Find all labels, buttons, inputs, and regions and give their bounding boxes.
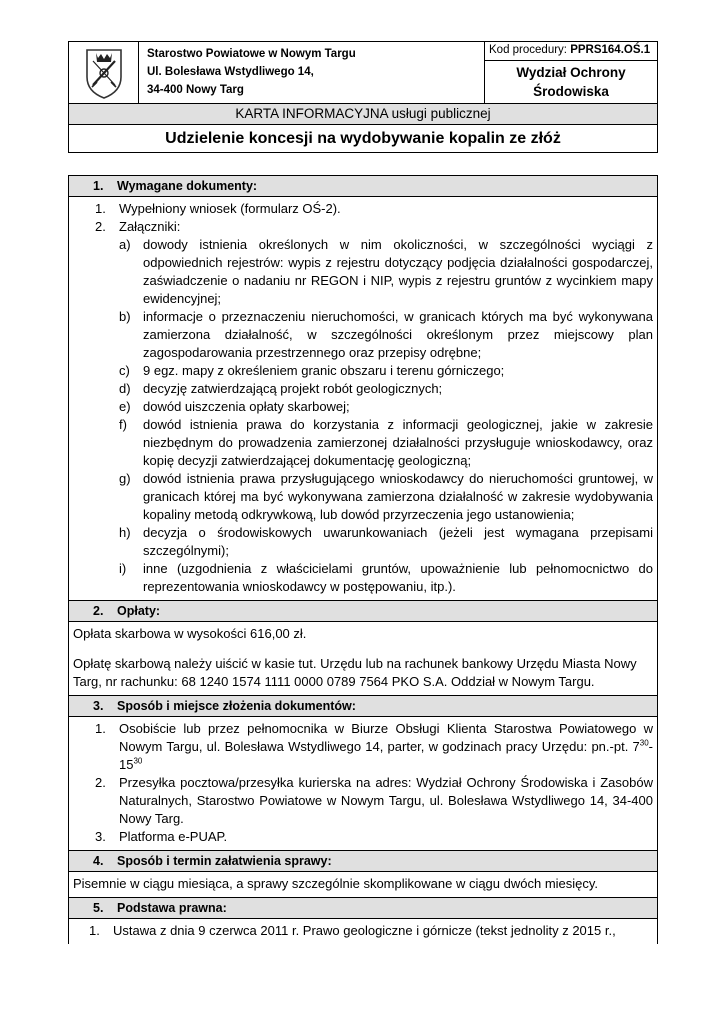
section-heading — [69, 898, 657, 919]
procedure-code-label: Kod procedury: — [489, 44, 571, 56]
section-body-legal-basis — [69, 919, 657, 944]
section-body-deadline — [69, 872, 657, 898]
sub-list-item — [73, 524, 653, 560]
paragraph: Opłata skarbowa w wysokości 616,00 zł. — [73, 626, 307, 641]
sub-list-item — [73, 470, 653, 524]
list-marker: 2. — [95, 775, 106, 790]
list-marker: 2. — [95, 219, 106, 234]
hours-sup-start: 30 — [639, 738, 649, 748]
section-number: 1. — [93, 179, 104, 193]
list-item — [73, 922, 653, 940]
procedure-code — [485, 42, 657, 61]
list-text: Załączniki: — [119, 219, 181, 234]
section-title: Wymagane dokumenty: — [117, 179, 258, 193]
list-marker: a) — [119, 237, 131, 252]
list-text — [119, 720, 653, 774]
list-text: inne (uzgodnienia z właścicielami gruntów, upoważnienie lub pełnomocnictwo do reprezentowania wnioskodawcy w postępowaniu, itp.). — [143, 561, 653, 594]
list-text: Ustawa z dnia 9 czerwca 2011 r. Prawo geologiczne i górnicze (tekst jednolity z 2015 r., — [113, 923, 616, 938]
list-text: decyzja o środowiskowych uwarunkowaniach (jeżeli jest wymagana przepisami szczególnymi); — [143, 525, 653, 558]
list-text: decyzję zatwierdzającą projekt robót geologicznych; — [143, 381, 443, 396]
department-block — [485, 42, 657, 104]
section-title: Sposób i termin załatwienia sprawy: — [117, 854, 332, 868]
section-body-submission — [69, 717, 657, 851]
section-number: 2. — [93, 604, 104, 618]
list-text: Platforma e-PUAP. — [119, 829, 228, 844]
list-text: 9 egz. mapy z określeniem granic obszaru i terenu górniczego; — [143, 363, 505, 378]
hours-sup-end: 30 — [133, 756, 143, 766]
sub-list-item — [73, 308, 653, 362]
list-marker: f) — [119, 417, 127, 432]
sub-list-item — [73, 398, 653, 416]
list-marker: 1. — [95, 721, 106, 736]
list-marker: c) — [119, 363, 130, 378]
sub-list-item — [73, 380, 653, 398]
list-marker: i) — [119, 561, 127, 576]
section-title: Sposób i miejsce złożenia dokumentów: — [117, 699, 356, 713]
section-heading — [69, 176, 657, 197]
section-body-fees — [69, 622, 657, 696]
list-text: dowód istnienia prawa do korzystania z informacji geologicznej, jakie w zakresie niezbędnym do prowadzenia zamierzonej działalności przysługuje wnioskodawcy, oraz kopię decyzji zatwierdzającej dokumentację geologiczną; — [143, 417, 653, 468]
list-marker: 3. — [95, 829, 106, 844]
list-marker: e) — [119, 399, 131, 414]
office-address — [139, 42, 485, 104]
section-title: Podstawa prawna: — [117, 901, 227, 915]
sub-list-item — [73, 236, 653, 308]
list-item — [73, 774, 653, 828]
document-header — [68, 41, 658, 153]
logo-cell — [69, 42, 139, 104]
list-text: dowód uiszczenia opłaty skarbowej; — [143, 399, 350, 414]
list-marker: g) — [119, 471, 131, 486]
section-number: 4. — [93, 854, 104, 868]
hours-dash: -15 — [119, 739, 653, 772]
section-body-documents — [69, 197, 657, 601]
paragraph: Opłatę skarbową należy uiścić w kasie tut. Urzędu lub na rachunek bankowy Urzędu Miasta Nowy Targ, nr rachunku: 68 1240 1574 1111 0000 0789 7564 PKO S.A. Oddział w Nowym Targu. — [73, 656, 637, 689]
sub-list-item — [73, 560, 653, 596]
procedure-code-value: PPRS164.OŚ.1 — [570, 44, 651, 56]
list-marker: 1. — [95, 201, 106, 216]
list-text: informacje o przeznaczeniu nieruchomości, w granicach których ma być wykonywana zamierzona działalność, w szczególności określonym przez miejscowy plan zagospodarowania przestrzennego oraz przepisy odrębne; — [143, 309, 653, 360]
department-name-line1: Wydział Ochrony Środowiska — [516, 65, 626, 99]
office-name: Starostwo Powiatowe w Nowym Targu — [147, 48, 356, 60]
list-marker: d) — [119, 381, 131, 396]
paragraph-spacer — [73, 643, 653, 655]
list-text: Przesyłka pocztowa/przesyłka kurierska na adres: Wydział Ochrony Środowiska i Zasobów Naturalnych, Starostwo Powiatowe w Nowym Targu, ul. Bolesława Wstydliwego 14, 34-400 Nowy Targ. — [119, 775, 653, 826]
office-hours-text: Osobiście lub przez pełnomocnika w Biurze Obsługi Klienta Starostwa Powiatowego w Nowym Targu, ul. Bolesława Wstydliwego 14, parter, w godzinach pracy Urzędu: pn.-pt. 7 — [119, 721, 653, 754]
list-item — [73, 720, 653, 774]
section-number: 3. — [93, 699, 104, 713]
section-heading — [69, 851, 657, 872]
list-item — [73, 218, 653, 236]
list-marker: 1. — [89, 923, 100, 938]
section-title: Opłaty: — [117, 604, 161, 618]
sub-list-item — [73, 362, 653, 380]
list-marker: h) — [119, 525, 131, 540]
section-heading — [69, 696, 657, 717]
list-item — [73, 200, 653, 218]
page-title: Udzielenie koncesji na wydobywanie kopalin ze złóż — [165, 130, 561, 147]
paragraph: Pisemnie w ciągu miesiąca, a sprawy szczególnie skomplikowane w ciągu dwóch miesięcy. — [73, 876, 599, 891]
section-number: 5. — [93, 901, 104, 915]
office-street: Ul. Bolesława Wstydliwego 14, — [147, 66, 314, 78]
card-label: KARTA INFORMACYJNA usługi publicznej — [69, 104, 657, 125]
coat-of-arms-icon — [84, 47, 124, 99]
section-heading — [69, 601, 657, 622]
info-table — [68, 175, 658, 944]
list-text: dowód istnienia prawa przysługującego wnioskodawcy do nieruchomości gruntowej, w granicach której ma być wykonywana zamierzona działalność w zakresie wydobywania kopaliny metodą odkrywkową, lub dowód przyrzeczenia jego ustanowienia; — [143, 471, 653, 522]
list-item — [73, 828, 653, 846]
list-marker: b) — [119, 309, 131, 324]
office-city: 34-400 Nowy Targ — [147, 84, 244, 96]
list-text: Wypełniony wniosek (formularz OŚ-2). — [119, 201, 341, 216]
sub-list-item — [73, 416, 653, 470]
list-text: dowody istnienia określonych w nim okoliczności, w szczególności wyciągi z odpowiednich rejestrów: wypis z rejestru dotyczący podjęcia działalności gospodarczej, zaświadczenie o nadaniu nr REGON i NIP, wypis z rejestru gruntów z wycinkiem mapy ewidencyjnej; — [143, 237, 653, 306]
